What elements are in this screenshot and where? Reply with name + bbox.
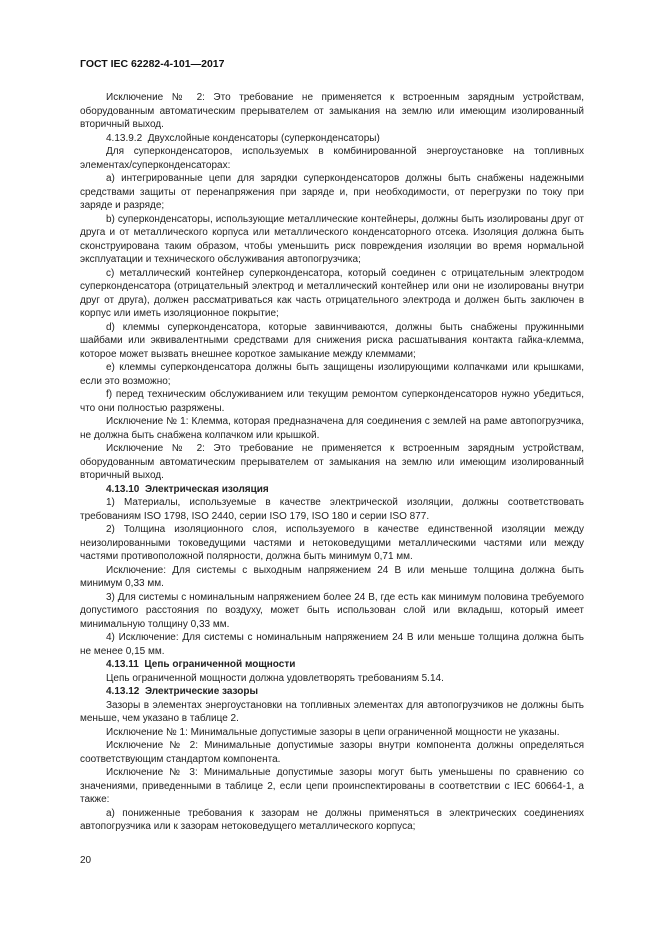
section-title: Электрические зазоры	[144, 686, 259, 697]
body-paragraph: 1) Материалы, используемые в качестве электрической изоляции, должны соответствовать требованиям ISO 1798, ISO 2440, серии ISO 179, ISO 180 и серии ISO 877.	[80, 497, 584, 522]
body-paragraph: d) клеммы суперконденсатора, которые завинчиваются, должны быть снабжены пружинными шайбами или эквивалентными средствами для снижения риска расшатывания контакта гайка-клемма, которое может вызвать внешнее короткое замыкание между клеммами;	[80, 321, 584, 360]
section-heading	[80, 483, 584, 497]
body-paragraph: f) перед техническим обслуживанием или текущим ремонтом суперконденсаторов нужно убедиться, что они полностью разряжены.	[80, 389, 584, 414]
section-number: 4.13.11	[106, 659, 139, 670]
section-number: 4.13.12	[106, 686, 140, 697]
section-number: 4.13.9.2	[106, 132, 143, 144]
body-paragraph: а) интегрированные цепи для зарядки суперконденсаторов должны быть снабжены надежными средствами защиты от перенапряжения при заряде и, при необходимости, от перегрузки по току при заряде и разряде;	[80, 173, 584, 211]
body-paragraph: а) пониженные требования к зазорам не должны применяться в электрических соединениях автопогрузчика или к зазорам нетоковедущего металлического корпуса;	[80, 807, 584, 832]
body-paragraph: 4) Исключение: Для системы с номинальным напряжением 24 В или меньше толщина должна быть не менее 0,15 мм.	[80, 632, 584, 657]
section-title: Электрическая изоляция	[144, 483, 269, 495]
body-paragraph: Исключение № 2: Это требование не применяется к встроенным зарядным устройствам, оборудованным автоматическим прерывателем от замыкания на землю или имеющим изолированный вторичный выход.	[80, 92, 584, 130]
section-title: Двухслойные конденсаторы (суперконденсаторы)	[147, 132, 380, 144]
document-header: ГОСТ IEC 62282-4-101—2017	[80, 58, 225, 70]
body-paragraph: Исключение № 1: Клемма, которая предназначена для соединения с землей на раме автопогрузчика, не должна быть снабжена колпачком или крышкой.	[80, 416, 584, 441]
body-paragraph: 2) Толщина изоляционного слоя, используемого в качестве единственной изоляции между неизолированными токоведущими частями и нетоковедущими металлическими частями или между частями противоположной полярности, должна быть минимум 0,71 мм.	[80, 524, 584, 562]
page-number: 20	[80, 855, 92, 866]
body-paragraph: Зазоры в элементах энергоустановки на топливных элементах для автопогрузчиков не должны быть меньше, чем указано в таблице 2.	[80, 699, 584, 724]
body-paragraph: Исключение № 2: Минимальные допустимые зазоры внутри компонента должны определяться соответствующим стандартом компонента.	[80, 740, 584, 765]
body-paragraph: с) металлический контейнер суперконденсатора, который соединен с отрицательным электродом суперконденсатора (отрицательный электрод и металлический контейнер или они не изолированы внутри друг от друга), должен рассматриваться как часть отрицательного электрода и должен быть заключен в корпус или иметь изоляционное покрытие;	[80, 267, 584, 319]
section-heading	[80, 658, 584, 672]
body-paragraph: Исключение № 1: Минимальные допустимые зазоры в цепи ограниченной мощности не указаны.	[106, 726, 560, 738]
section-number: 4.13.10	[106, 483, 140, 495]
body-paragraph: 3) Для системы с номинальным напряжением более 24 В, где есть как минимум половина требуемого допустимого расстояния по воздуху, может быть использован слой или вкладыш, который имеет минимальную толщину 0,33 мм.	[80, 591, 584, 630]
body-paragraph: Исключение № 3: Минимальные допустимые зазоры могут быть уменьшены по сравнению со значениями, приведенными в таблице 2, если цепи проинспектированы в соответствии с IEC 60664-1, а также:	[80, 767, 584, 805]
body-paragraph: b) суперконденсаторы, использующие металлические контейнеры, должны быть изолированы друг от друга и от металлического корпуса или металлического конденсаторного отсека. Изоляция должна быть сконструирована таким образом, чтобы уменьшить риск повреждения изоляции во время нормальной эксплуатации и технического обслуживания автопогрузчика;	[80, 213, 584, 265]
body-paragraph: Исключение: Для системы с выходным напряжением 24 В или меньше толщина должна быть минимум 0,33 мм.	[80, 564, 584, 589]
section-heading	[80, 685, 584, 699]
body-paragraph: е) клеммы суперконденсатора должны быть защищены изолирующими колпачками или крышками, если это возможно;	[80, 362, 584, 387]
section-title: Цепь ограниченной мощности	[144, 659, 296, 670]
body-paragraph: Исключение № 2: Это требование не применяется к встроенным зарядным устройствам, оборудованным автоматическим прерывателем от замыкания на землю или имеющим изолированный вторичный выход.	[80, 443, 584, 481]
body-paragraph: Цепь ограниченной мощности должна удовлетворять требованиям 5.14.	[106, 672, 444, 684]
body-paragraph: Для суперконденсаторов, используемых в комбинированной энергоустановке на топливных элементах/суперконденсаторах:	[80, 146, 584, 171]
document-body	[80, 91, 584, 834]
subsection-heading	[80, 132, 584, 146]
